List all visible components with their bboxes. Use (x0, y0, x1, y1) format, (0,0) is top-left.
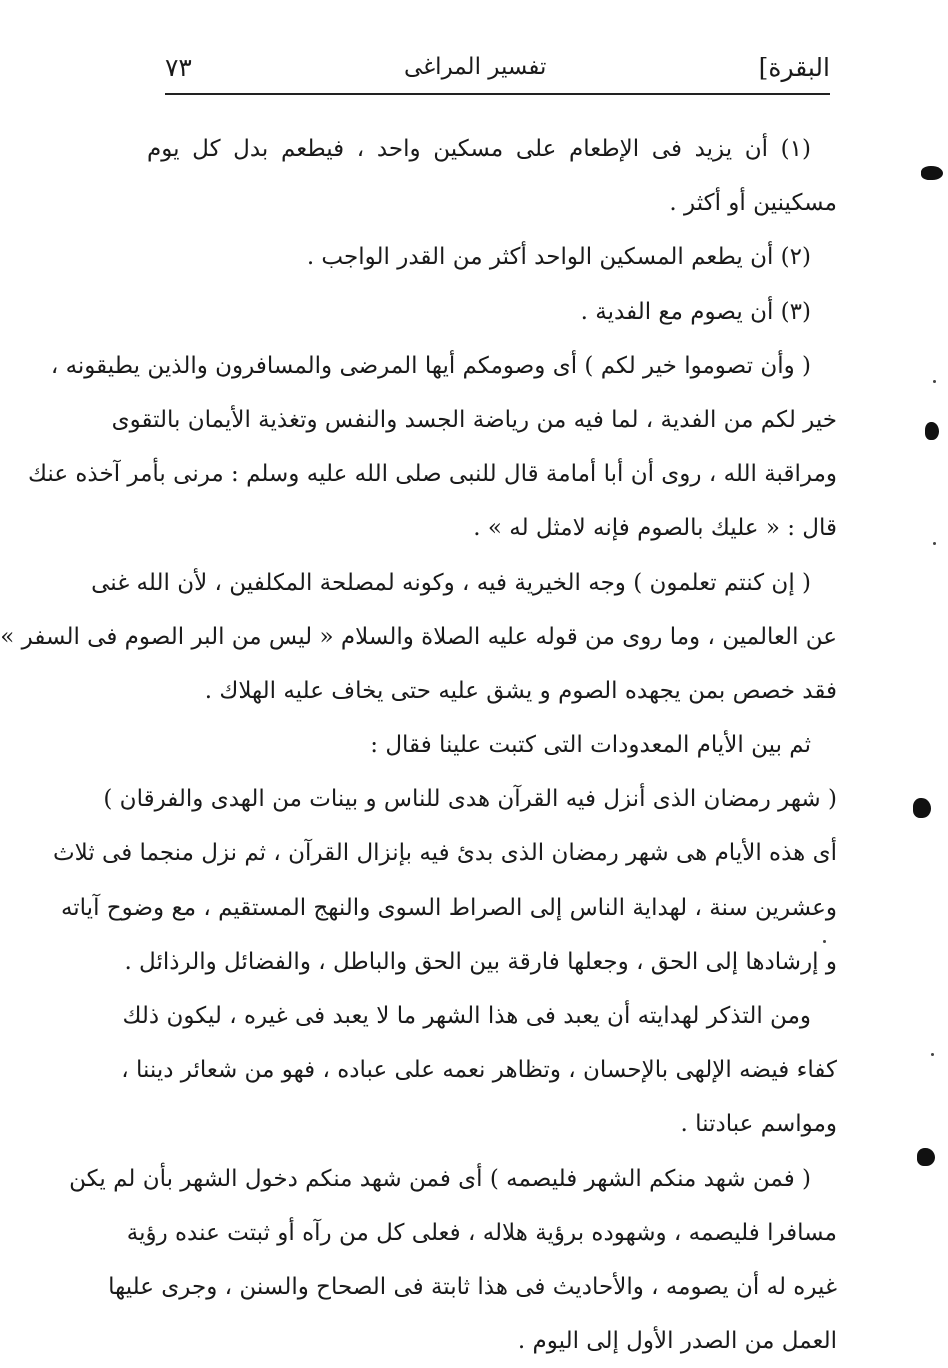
text-line: ( وأن تصوموا خير لكم ) أى وصومكم أيها المرضى والمسافرون والذين يطيقونه ، (50, 352, 811, 379)
book-title: تفسير المراغى (403, 54, 547, 80)
header-rule (165, 93, 830, 95)
running-header (165, 44, 830, 90)
ink-speck (931, 1053, 934, 1056)
text-line: و إرشادها إلى الحق ، وجعلها فارقة بين الحق والباطل ، والفضائل والرذائل . (124, 948, 837, 975)
text-line: ( فمن شهد منكم الشهر فليصمه ) أى فمن شهد منكم دخول الشهر بأن لم يكن (69, 1165, 811, 1192)
text-line: فقد خصص بمن يجهده الصوم و يشق عليه حتى يخاف عليه الهلاك . (204, 677, 837, 704)
text-line: ثم بين الأيام المعدودات التى كتبت علينا فقال : (370, 732, 811, 759)
text-line: (٢) أن يطعم المسكين الواحد أكثر من القدر الواجب . (306, 244, 811, 271)
text-line: (٣) أن يصوم مع الفدية . (580, 298, 811, 325)
text-line: مسافرا فليصمه ، وشهوده برؤية هلاله ، فعلى كل من رآه أو ثبتت عنده رؤية (126, 1219, 837, 1246)
text-line: ( شهر رمضان الذى أنزل فيه القرآن هدى للناس و بينات من الهدى والفرقان ) (103, 786, 837, 813)
text-line: كفاء فيضه الإلهى بالإحسان ، وتظاهر نعمه على عباده ، فهو من شعائر ديننا ، (121, 1057, 837, 1084)
ink-smudge (913, 798, 931, 818)
text-line: (١) أن يزيد فى الإطعام على مسكين واحد ، فيطعم بدل كل يوم (147, 136, 811, 162)
ink-speck (933, 380, 936, 383)
text-line: ومن التذكر لهدايته أن يعبد فى هذا الشهر ما لا يعبد فى غيره ، ليكون ذلك (122, 1003, 811, 1029)
body-text (0, 122, 837, 1368)
ink-speck (933, 542, 936, 545)
text-line: وعشرين سنة ، لهداية الناس إلى الصراط السوى والنهج المستقيم ، مع وضوح آياته (60, 894, 837, 921)
ink-speck (823, 940, 826, 943)
text-line: ومواسم عبادتنا . (680, 1111, 837, 1138)
page-number: ٧٣ (165, 52, 192, 82)
text-line: مسكينين أو أكثر . (669, 190, 837, 217)
text-line: أى هذه الأيام هى شهر رمضان الذى بدئ فيه بإنزال القرآن ، ثم نزل منجما فى ثلاث (52, 840, 837, 867)
text-line: خير لكم من الفدية ، لما فيه من رياضة الجسد والنفس وتغذية الأيمان بالتقوى (111, 406, 837, 433)
text-line: غيره له أن يصومه ، والأحاديث فى هذا ثابتة فى الصحاح والسنن ، وجرى عليها (108, 1273, 837, 1300)
ink-smudge (925, 422, 939, 440)
text-line: عن العالمين ، وما روى من قوله عليه الصلاة والسلام « ليس من البر الصوم فى السفر » (0, 623, 837, 650)
text-line: العمل من الصدر الأول إلى اليوم . (517, 1328, 837, 1355)
text-line: قال : « عليك بالصوم فإنه لامثل له » . (473, 515, 837, 542)
ink-smudge (921, 166, 943, 180)
text-line: ( إن كنتم تعلمون ) وجه الخيرية فيه ، وكونه لمصلحة المكلفين ، لأن الله غنى (91, 569, 811, 596)
ink-smudge (917, 1148, 935, 1166)
text-line: ومراقبة الله ، روى أن أبا أمامة قال للنبى صلى الله عليه وسلم : مرنى بأمر آخذه عنك (28, 461, 837, 488)
section-name: البقرة] (758, 52, 830, 82)
